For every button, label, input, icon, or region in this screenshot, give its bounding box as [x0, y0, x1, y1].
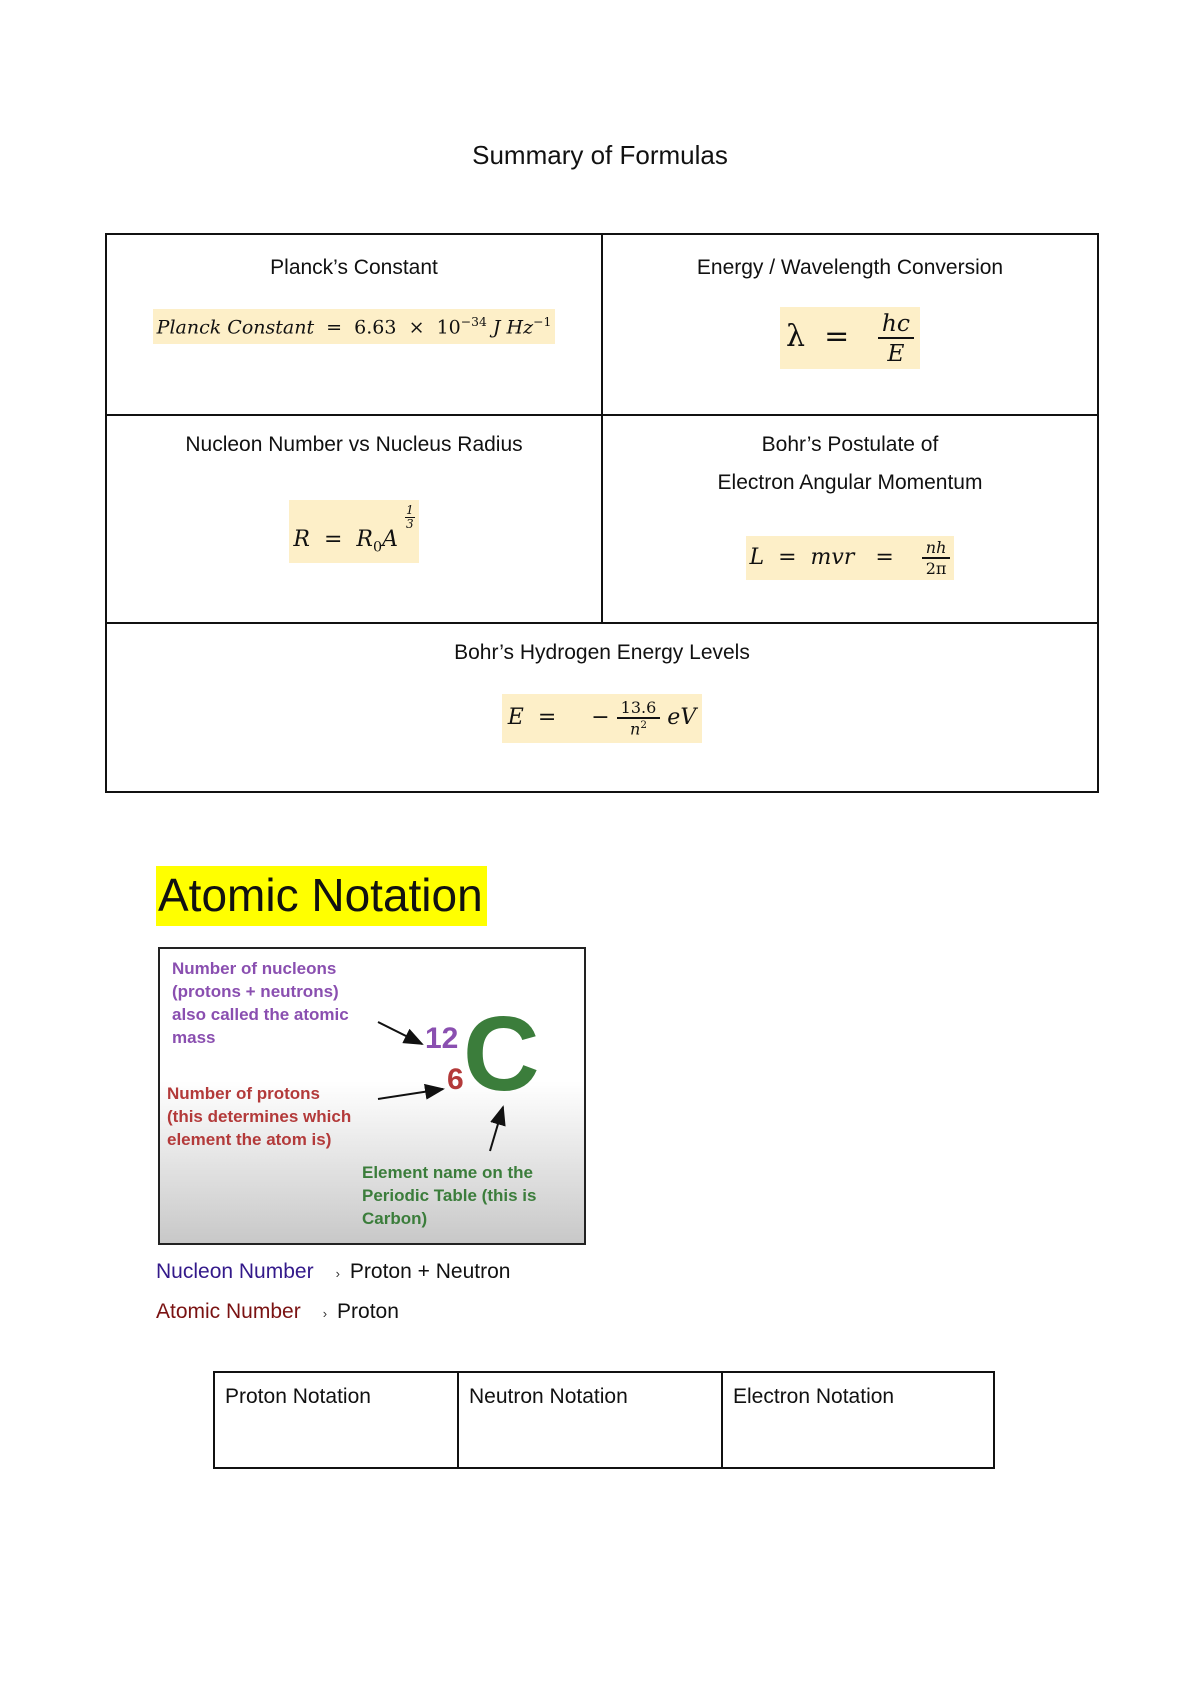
definition-atomic-number — [156, 1298, 510, 1328]
nucleon-arrow: › — [335, 1266, 340, 1281]
bohr-energy-cell — [106, 623, 1098, 792]
nucleon-cell — [106, 415, 602, 624]
bohr-energy-title: Bohr’s Hydrogen Energy Levels — [454, 641, 750, 665]
atomic-notation-diagram — [158, 947, 586, 1245]
atomic-arrow: › — [322, 1306, 328, 1321]
bohr-postulate-title-2: Electron Angular Momentum — [717, 470, 983, 494]
formula-table — [105, 233, 1099, 793]
arrow-to-mass-number — [378, 1022, 422, 1044]
bohr-postulate-title-1: Bohr’s Postulate of — [761, 432, 939, 456]
page-title: Summary of Formulas — [472, 140, 728, 170]
atomic-number: 6 — [447, 1063, 464, 1096]
element-symbol: C — [463, 995, 540, 1113]
bohr-postulate-formula: L = mvr = $\frac{nh}{2\pi}$ — [746, 536, 955, 580]
planck-title: Planck’s Constant — [270, 256, 438, 279]
nucleons-label: Number of nucleons (protons + neutrons) also called the atomic mass — [172, 959, 349, 1047]
nucleon-title: Nucleon Number vs Nucleus Radius — [185, 432, 523, 456]
nucleon-number-meaning: Proton + Neutron — [349, 1260, 511, 1283]
nucleon-formula: $R = R_0A$ $\frac{1}{3}$ — [289, 500, 418, 563]
diagram-arrows — [160, 949, 588, 1247]
bohr-energy-formula: E = − $\frac{13.6}{n^2}$ eV — [502, 694, 702, 742]
atomic-notation-heading: Atomic Notation — [156, 866, 487, 926]
wavelength-formula: λ = $\frac{hc}{E}$ — [780, 307, 920, 369]
definitions — [156, 1258, 510, 1328]
neutron-notation-cell: Neutron Notation — [458, 1372, 722, 1468]
bohr-postulate-cell — [602, 415, 1098, 624]
atomic-number-meaning: Proton — [337, 1300, 399, 1323]
planck-formula: Planck Constant = $6.63 \times 10^{-34}$ J $Hz^{-1}$ — [153, 309, 556, 344]
notation-table — [213, 1371, 995, 1469]
planck-cell — [106, 234, 602, 415]
proton-notation-cell: Proton Notation — [214, 1372, 458, 1468]
nucleon-number-term: Nucleon Number — [156, 1260, 314, 1283]
definition-nucleon-number — [156, 1258, 510, 1288]
mass-number: 12 — [425, 1022, 459, 1055]
arrow-to-atomic-number — [378, 1089, 443, 1099]
wavelength-title: Energy / Wavelength Conversion — [696, 256, 1004, 279]
atomic-number-term: Atomic Number — [156, 1300, 301, 1323]
arrow-to-symbol — [490, 1107, 503, 1151]
element-label: Element name on the Periodic Table (this is Carbon) — [362, 1163, 537, 1228]
electron-notation-cell: Electron Notation — [722, 1372, 994, 1468]
protons-label: Number of protons (this determines which element the atom is) — [167, 1084, 352, 1149]
wavelength-cell — [602, 234, 1098, 415]
